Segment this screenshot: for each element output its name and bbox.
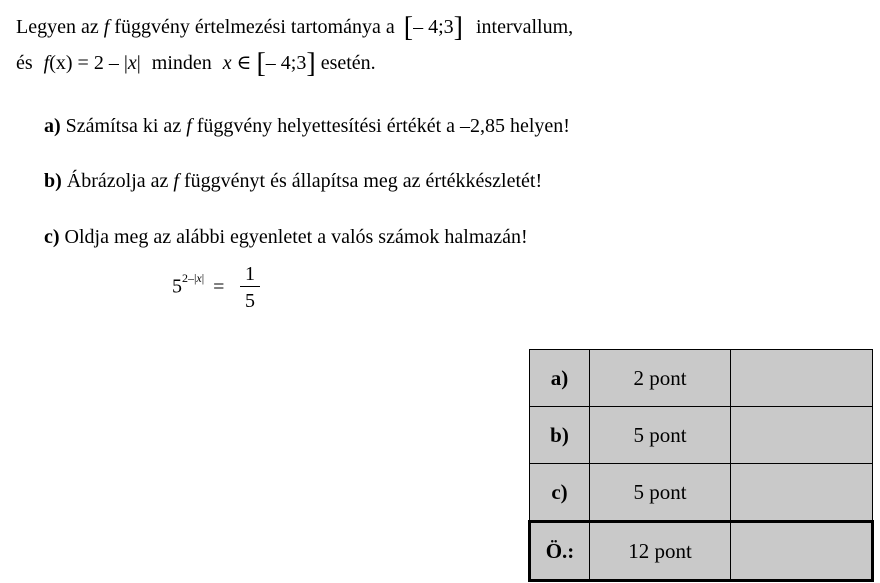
score-points: 2 pont — [590, 350, 731, 407]
score-blank-cell — [731, 350, 873, 407]
fraction-denominator: 5 — [245, 290, 255, 312]
part-text: függvény helyettesítési értékét a –2,85 helyen! — [196, 115, 570, 137]
score-label: c) — [530, 464, 590, 522]
intro-text: Legyen az — [16, 16, 99, 38]
equation-base: 5 — [172, 275, 182, 298]
equals-sign: = — [213, 275, 225, 298]
part-text: Oldja meg az alábbi egyenletet a valós számok halmazán! — [64, 226, 528, 248]
variable-x: x — [222, 52, 232, 74]
score-total-row — [530, 522, 873, 581]
intro-text: és — [16, 52, 33, 74]
score-row — [530, 464, 873, 522]
equation-lhs — [172, 271, 225, 299]
part-c — [44, 226, 528, 249]
interval — [403, 12, 468, 43]
interval — [256, 48, 320, 79]
interval-open-bracket: [ — [403, 12, 414, 43]
part-label: a) — [44, 115, 61, 137]
part-text: függvényt és állapítsa meg az értékkészletét! — [183, 170, 543, 192]
intro-text: intervallum, — [475, 16, 574, 38]
function-symbol: f — [186, 115, 192, 137]
score-blank-cell — [731, 464, 873, 522]
element-of-symbol: ∈ — [236, 52, 252, 74]
score-points: 5 pont — [590, 464, 731, 522]
exponent-variable: x — [196, 271, 202, 285]
interval-close-bracket: ] — [453, 12, 463, 43]
part-b — [44, 170, 542, 193]
score-row — [530, 350, 873, 407]
intro-line-2 — [16, 48, 376, 80]
part-label: c) — [44, 226, 60, 248]
part-label: b) — [44, 170, 62, 192]
interval-values: – 4;3 — [413, 16, 454, 38]
score-blank-cell — [731, 407, 873, 464]
part-text: Ábrázolja az — [66, 170, 169, 192]
exponent-part: | — [201, 271, 205, 285]
abs-bar: | — [123, 52, 128, 74]
score-table — [528, 349, 874, 582]
formula-part: (x) = 2 – — [49, 52, 119, 74]
intro-line-1 — [16, 12, 573, 44]
intro-text: függvény értelmezési tartománya a — [114, 16, 395, 38]
score-label: a) — [530, 350, 590, 407]
interval-close-bracket: ] — [306, 48, 316, 79]
function-definition — [44, 52, 146, 74]
score-points: 5 pont — [590, 407, 731, 464]
score-total-label: Ö.: — [530, 522, 590, 581]
function-symbol: f — [43, 52, 50, 74]
exponent-part: 2–| — [182, 271, 197, 285]
interval-values: – 4;3 — [265, 52, 307, 74]
part-text: Számítsa ki az — [65, 115, 182, 137]
intro-text: esetén. — [320, 52, 376, 74]
interval-open-bracket: [ — [256, 48, 266, 79]
intro-text: minden — [151, 52, 212, 74]
score-label: b) — [530, 407, 590, 464]
abs-bar: | — [136, 52, 141, 74]
score-total-points: 12 pont — [590, 522, 731, 581]
equation-fraction — [240, 262, 260, 315]
fraction-numerator: 1 — [245, 263, 255, 285]
variable-x: x — [127, 52, 137, 74]
score-row — [530, 407, 873, 464]
function-symbol: f — [103, 16, 110, 38]
function-symbol: f — [173, 170, 179, 192]
part-a — [44, 115, 570, 138]
score-blank-cell — [731, 522, 873, 581]
